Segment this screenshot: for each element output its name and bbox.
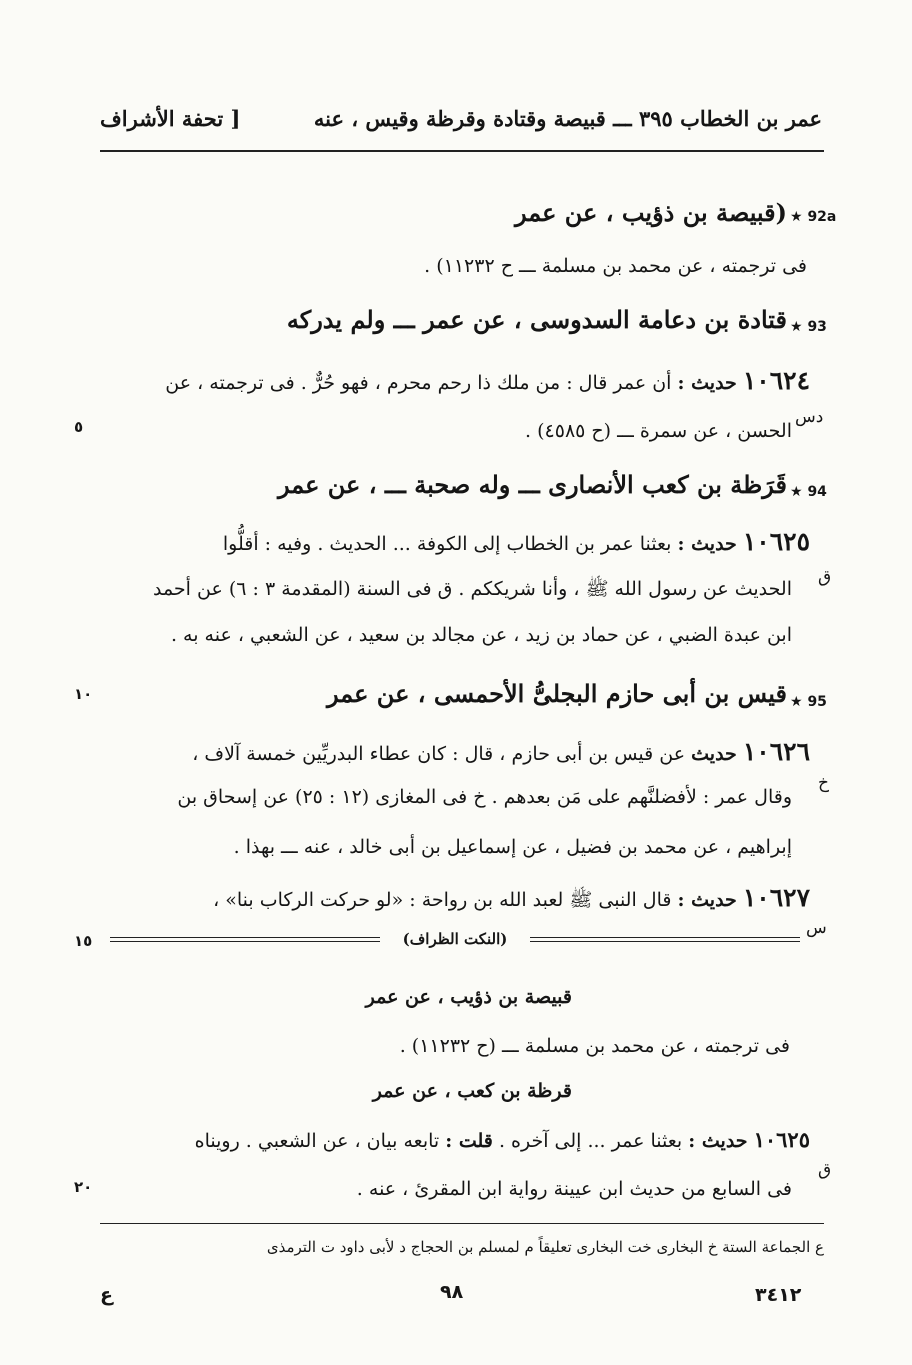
hadith-sigla: ق — [818, 567, 832, 587]
hadith-10626: ١٠٦٢٦ حديث عن قيس بن أبى حازم ، قال : كان عطاء البدريِّين خمسة آلاف ، — [192, 737, 810, 766]
entry-93-heading: قتادة بن دعامة السدوسى ، عن عمر ـــ ولم يدركه — [286, 305, 787, 334]
hadith-10624-cont: الحسن ، عن سمرة ـــ (ح ٤٥٨٥) . — [525, 420, 792, 442]
line-number: ١٠ — [74, 685, 93, 703]
entry-92a-line: فى ترجمته ، عن محمد بن مسلمة ـــ ح ١١٢٣٢) . — [424, 255, 807, 277]
page-number: ٩٨ — [440, 1281, 464, 1303]
nukat-cont: فى السابع من حديث ابن عيينة رواية ابن المقرئ ، عنه . — [356, 1178, 792, 1200]
abbreviation-key: ع الجماعة الستة خ البخارى خت البخارى تعليقاً م لمسلم بن الحجاج د لأبى داود ت الترمذى — [266, 1238, 824, 1256]
hadith-sigla: س — [806, 918, 827, 938]
nukat-hadith: ١٠٦٢٥ حديث : بعثنا عمر ... إلى آخره . قلت : تابعه بيان ، عن الشعبي . رويناه — [194, 1127, 810, 1152]
entry-94-marker: ★ 94 — [790, 484, 827, 500]
entry-95-marker: ★ 95 — [790, 694, 827, 710]
divider-left — [110, 937, 380, 938]
part-letter: ع — [100, 1284, 113, 1306]
hadith-10626-cont: إبراهيم ، عن محمد بن فضيل ، عن إسماعيل بن أبى خالد ، عنه ـــ بهذا . — [233, 836, 792, 858]
nukat-line: فى ترجمته ، عن محمد بن مسلمة ـــ (ح ١١٢٣٢) . — [399, 1035, 790, 1057]
running-title: عمر بن الخطاب ٣٩٥ ـــ قبيصة وقتادة وقرظة وقيس ، عنه — [313, 106, 822, 131]
nukat-title: (النكت الظراف) — [402, 930, 508, 948]
line-number: ٢٠ — [74, 1178, 93, 1196]
entry-95-heading: قيس بن أبى حازم البجلىُّ الأحمسى ، عن عمر — [327, 679, 787, 708]
volume-page-number: ٣٤١٢ — [755, 1284, 802, 1306]
divider-left — [110, 941, 380, 942]
footnote-rule — [100, 1223, 824, 1224]
hadith-10625-cont: الحديث عن رسول الله ﷺ ، وأنا شريككم . ق فى السنة (المقدمة ٣ : ٦) عن أحمد — [152, 578, 792, 600]
entry-93-marker: ★ 93 — [790, 319, 827, 335]
hadith-sigla: ق — [818, 1160, 832, 1180]
hadith-10625-cont: ابن عبدة الضبي ، عن حماد بن زيد ، عن مجالد بن سعيد ، عن الشعبي ، عنه به . — [170, 624, 792, 646]
divider-right — [530, 937, 800, 938]
hadith-sigla: خ — [818, 773, 829, 793]
hadith-10626-cont: وقال عمر : لأفضلنَّهم على مَن بعدهم . خ فى المغازى (١٢ : ٢٥) عن إسحاق بن — [177, 786, 792, 808]
line-number: ٥ — [74, 418, 84, 436]
hadith-sigla: دس — [795, 407, 824, 427]
entry-92a-heading: (قبيصة بن ذؤيب ، عن عمر — [514, 198, 787, 227]
book-title: [ تحفة الأشراف — [100, 106, 241, 131]
hadith-10627: ١٠٦٢٧ حديث : قال النبى ﷺ لعبد الله بن رواحة : «لو حركت الركاب بنا» ، — [213, 883, 810, 912]
divider-right — [530, 941, 800, 942]
entry-92a-marker: ★ 92a — [790, 209, 837, 225]
header-rule — [100, 150, 824, 152]
nukat-line: قبيصة بن ذؤيب ، عن عمر — [365, 986, 572, 1008]
hadith-10624: ١٠٦٢٤ حديث : أن عمر قال : من ملك ذا رحم محرم ، فهو حُرٌّ . فى ترجمته ، عن — [165, 366, 810, 395]
hadith-10625: ١٠٦٢٥ حديث : بعثنا عمر بن الخطاب إلى الكوفة ... الحديث . وفيه : أقلُّوا — [222, 527, 810, 556]
nukat-line: قرظة بن كعب ، عن عمر — [372, 1080, 572, 1102]
hadith-number: ١٠٦٢٤ — [742, 366, 810, 395]
entry-94-heading: قَرَظة بن كعب الأنصارى ـــ وله صحبة ـــ ، عن عمر — [277, 470, 787, 499]
line-number: ١٥ — [74, 932, 93, 950]
